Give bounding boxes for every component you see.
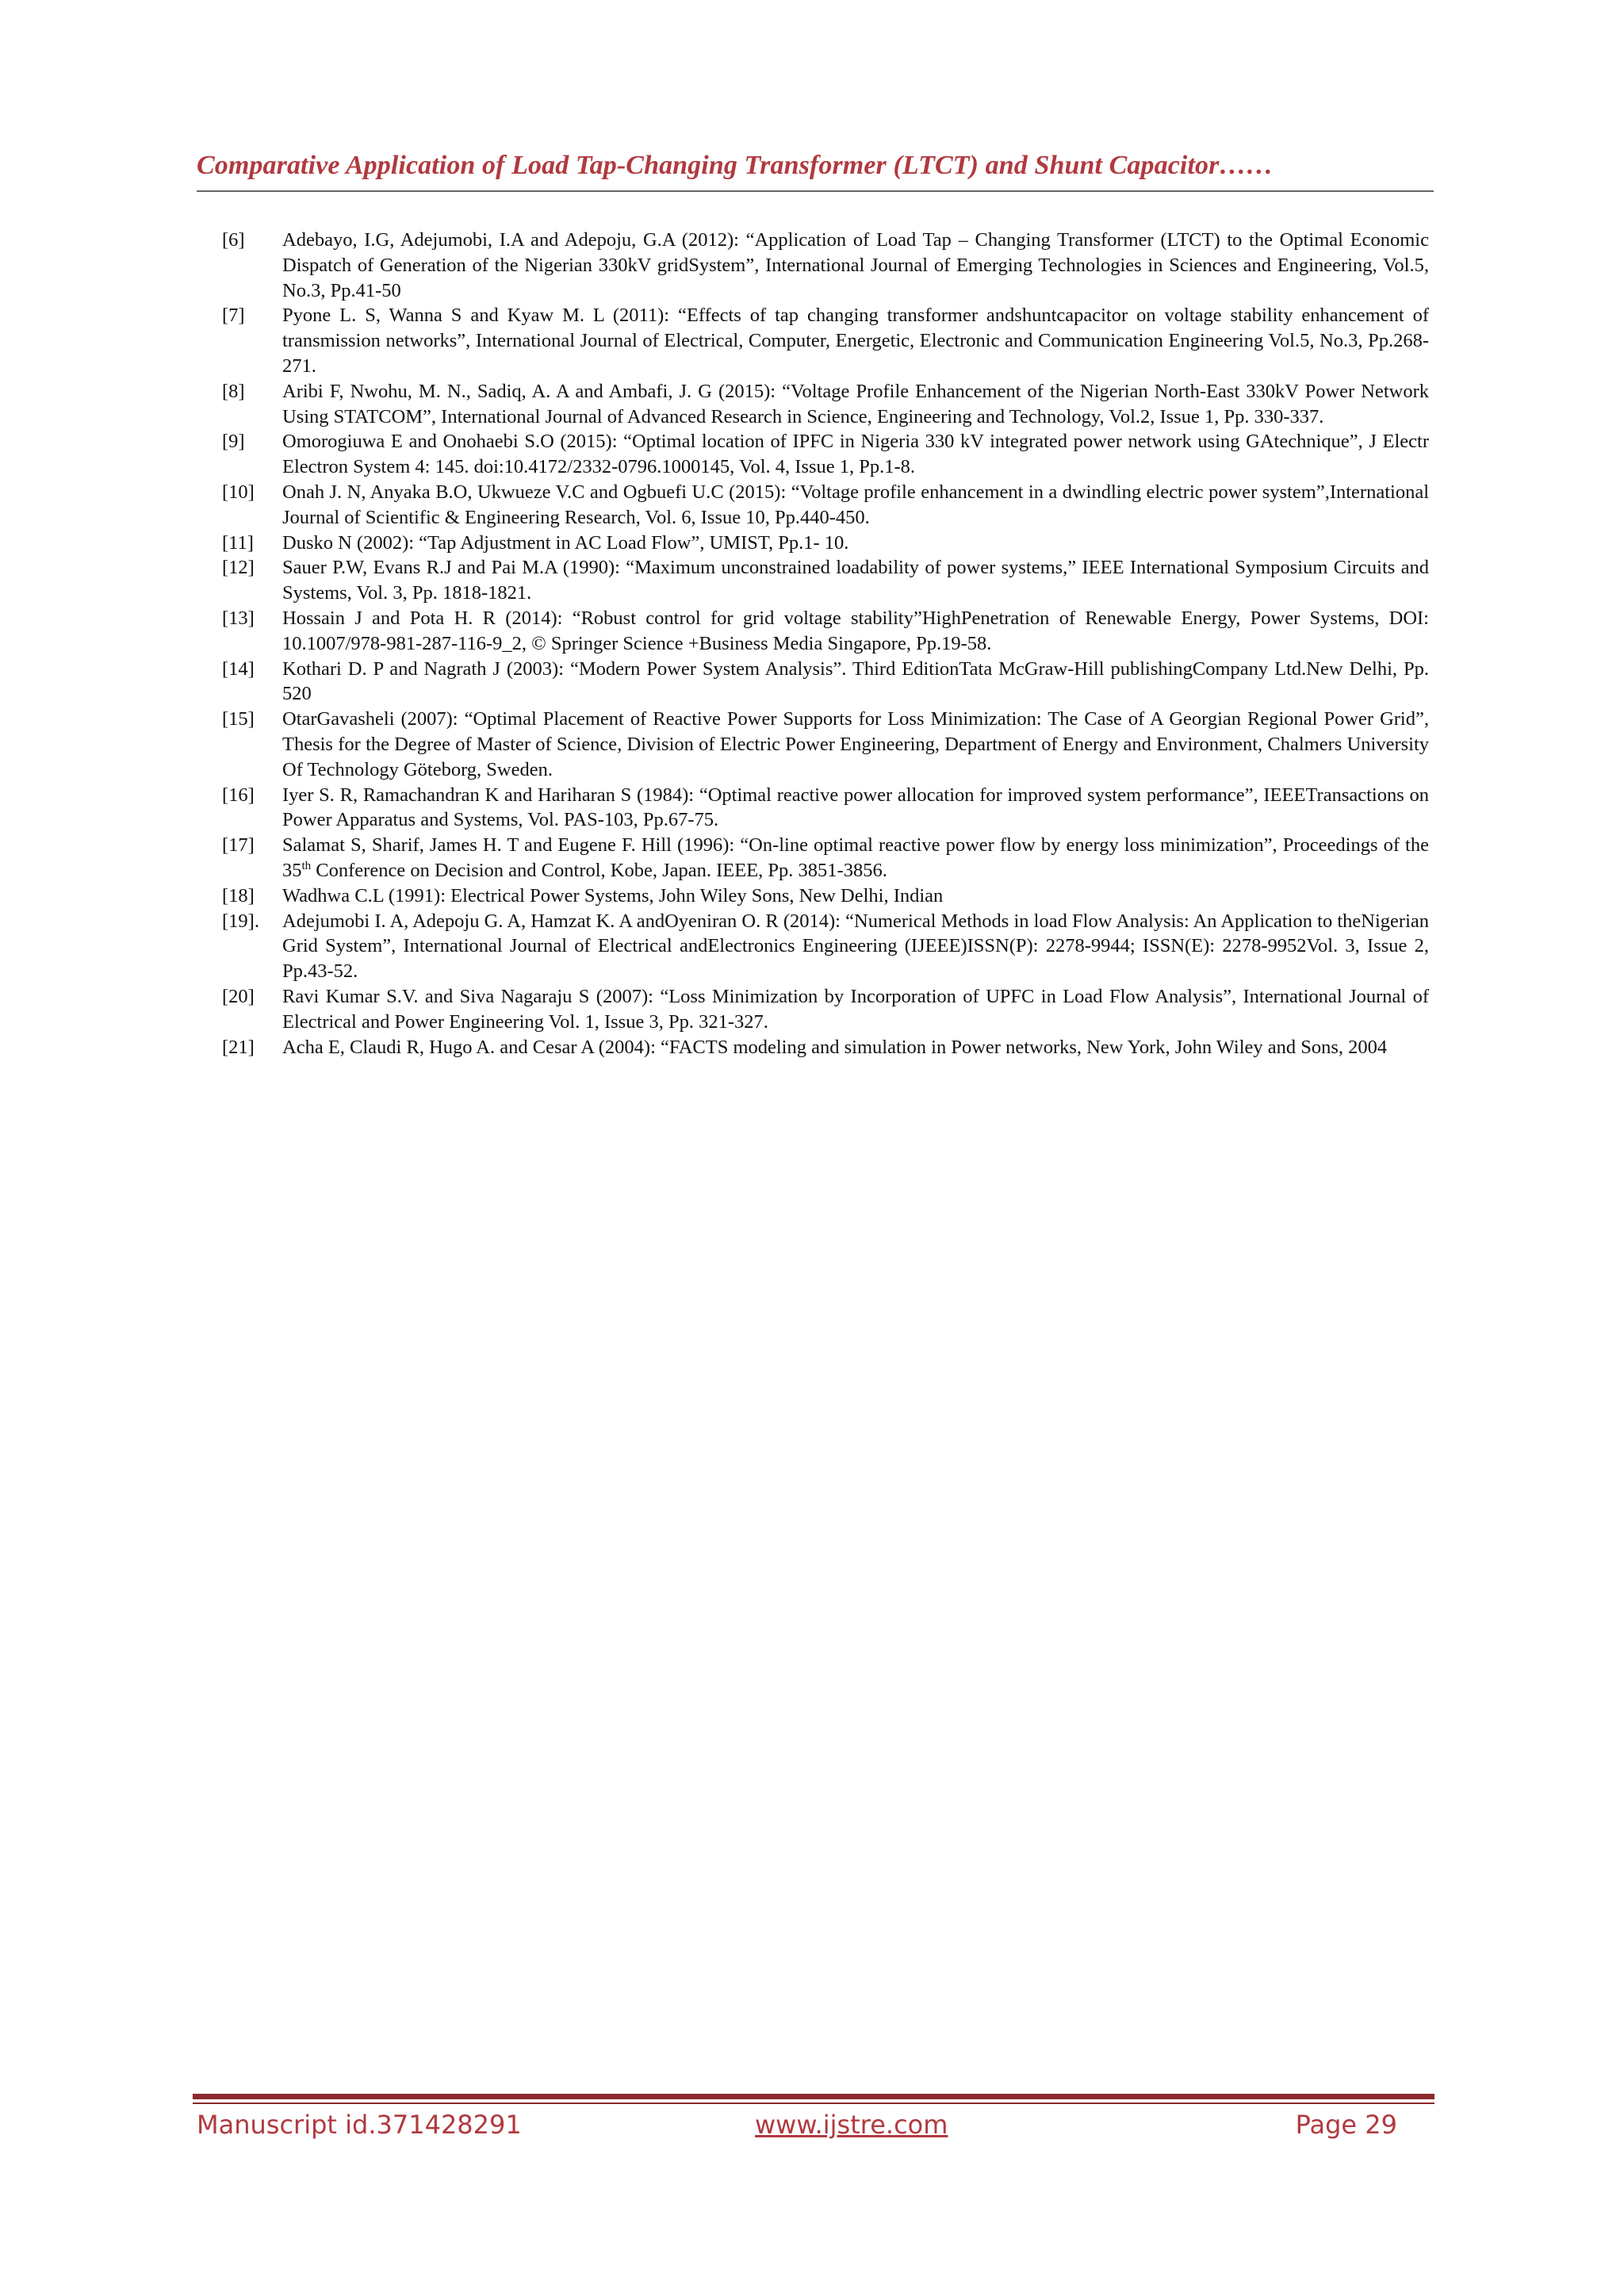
reference-number: [9] — [222, 431, 245, 453]
manuscript-id: Manuscript id.371428291 — [197, 2110, 522, 2140]
reference-item — [222, 480, 1429, 531]
reference-item — [222, 606, 1429, 657]
reference-number: [16] — [222, 784, 255, 806]
reference-text: Adejumobi I. A, Adepoju G. A, Hamzat K. A andOyeniran O. R (2014): “Numerical Methods in load Flow Analysis: An Application to theNigerian Grid System”, International Journal of Electrical andElectronics Engineering (IJEEE)ISSN(P): 2278-9944; ISSN(E): 2278-9952Vol. 3, Issue 2, Pp.43-52. — [282, 910, 1429, 983]
reference-text-part: Salamat S, Sharif, James H. T and Eugene F. Hill (1996): “On-line optimal reactive power flow by energy loss minimization”, Proceedings of the 35 — [282, 834, 1429, 881]
reference-number: [13] — [222, 607, 255, 629]
journal-website-link[interactable]: www.ijstre.com — [755, 2110, 948, 2140]
reference-text: Onah J. N, Anyaka B.O, Ukwueze V.C and Ogbuefi U.C (2015): “Voltage profile enhancement in a dwindling electric power system”,International Journal of Scientific & Engineering Research, Vol. 6, Issue 10, Pp.440-450. — [282, 481, 1429, 528]
reference-item — [222, 228, 1429, 303]
reference-text: Adebayo, I.G, Adejumobi, I.A and Adepoju, G.A (2012): “Application of Load Tap – Changing Transformer (LTCT) to the Optimal Economic Dispatch of Generation of the Nigerian 330kV gridSystem”, International Journal of Emerging Technologies in Sciences and Engineering, Vol.5, No.3, Pp.41-50 — [282, 229, 1429, 301]
reference-text: Omorogiuwa E and Onohaebi S.O (2015): “Optimal location of IPFC in Nigeria 330 kV integrated power network using GAtechnique”, J Electr Electron System 4: 145. doi:10.4172/2332-0796.1000145, Vol. 4, Issue 1, Pp.1-8. — [282, 431, 1429, 478]
reference-number: [6] — [222, 229, 245, 251]
reference-number: [18] — [222, 884, 255, 907]
reference-item — [222, 783, 1429, 834]
reference-item — [222, 909, 1429, 984]
reference-item — [222, 429, 1429, 480]
reference-number: [7] — [222, 305, 245, 327]
reference-item — [222, 531, 1429, 556]
reference-number: [15] — [222, 708, 255, 730]
superscript: th — [301, 859, 312, 872]
reference-text: Wadhwa C.L (1991): Electrical Power Systems, John Wiley Sons, New Delhi, Indian — [282, 884, 944, 907]
footer-divider-thick — [193, 2094, 1434, 2099]
reference-number: [12] — [222, 557, 255, 579]
reference-text: Ravi Kumar S.V. and Siva Nagaraju S (2007): “Loss Minimization by Incorporation of UPFC in Load Flow Analysis”, International Journal of Electrical and Power Engineering Vol. 1, Issue 3, Pp. 321-327. — [282, 985, 1429, 1033]
page-footer — [197, 2110, 1431, 2145]
reference-item — [222, 657, 1429, 707]
reference-text: Sauer P.W, Evans R.J and Pai M.A (1990): “Maximum unconstrained loadability of power systems,” IEEE International Symposium Circuits and Systems, Vol. 3, Pp. 1818-1821. — [282, 557, 1429, 604]
reference-text: Kothari D. P and Nagrath J (2003): “Modern Power System Analysis”. Third EditionTata McGraw-Hill publishingCompany Ltd.New Delhi, Pp. 520 — [282, 657, 1429, 705]
reference-text: Acha E, Claudi R, Hugo A. and Cesar A (2004): “FACTS modeling and simulation in Power networks, New York, John Wiley and Sons, 2004 — [282, 1036, 1388, 1058]
reference-item — [222, 707, 1429, 782]
reference-number: [20] — [222, 985, 255, 1007]
footer-divider-thin — [193, 2102, 1434, 2104]
reference-text: Pyone L. S, Wanna S and Kyaw M. L (2011): “Effects of tap changing transformer andshuntcapacitor on voltage stability enhancement of transmission networks”, International Journal of Electrical, Computer, Energetic, Electronic and Communication Engineering Vol.5, No.3, Pp.268-271. — [282, 305, 1429, 377]
reference-number: [8] — [222, 380, 245, 402]
reference-number: [11] — [222, 531, 254, 554]
reference-text: Iyer S. R, Ramachandran K and Hariharan S (1984): “Optimal reactive power allocation for improved system performance”, IEEETransactions on Power Apparatus and Systems, Vol. PAS-103, Pp.67-75. — [282, 784, 1429, 831]
reference-number: [19]. — [222, 910, 259, 932]
header-divider — [197, 190, 1434, 192]
reference-text: Hossain J and Pota H. R (2014): “Robust control for grid voltage stability”HighPenetration of Renewable Energy, Power Systems, DOI: 10.1007/978-981-287-116-9_2, © Springer Science +Business Media Singapore, Pp.19-58. — [282, 607, 1429, 654]
reference-text: Aribi F, Nwohu, M. N., Sadiq, A. A and Ambafi, J. G (2015): “Voltage Profile Enhancement of the Nigerian North-East 330kV Power Network Using STATCOM”, International Journal of Advanced Research in Science, Engineering and Technology, Vol.2, Issue 1, Pp. 330-337. — [282, 380, 1429, 427]
reference-list — [222, 228, 1429, 1060]
reference-number: [17] — [222, 834, 255, 857]
reference-item — [222, 833, 1429, 884]
reference-text-part: Conference on Decision and Control, Kobe, Japan. IEEE, Pp. 3851-3856. — [311, 859, 887, 881]
reference-item — [222, 984, 1429, 1035]
reference-item — [222, 884, 1429, 909]
page-number: Page 29 — [1295, 2110, 1397, 2140]
reference-number: [14] — [222, 657, 255, 680]
reference-number: [10] — [222, 481, 255, 503]
reference-item — [222, 379, 1429, 430]
reference-item — [222, 1035, 1429, 1060]
reference-text: OtarGavasheli (2007): “Optimal Placement of Reactive Power Supports for Loss Minimization: The Case of A Georgian Regional Power Grid”, Thesis for the Degree of Master of Science, Division of Electric Power Engineering, Department of Energy and Environment, Chalmers University Of Technology Göteborg, Sweden. — [282, 708, 1429, 780]
reference-item — [222, 555, 1429, 606]
reference-text — [282, 833, 1429, 884]
reference-number: [21] — [222, 1036, 255, 1058]
running-header-title: Comparative Application of Load Tap-Changing Transformer (LTCT) and Shunt Capacitor…… — [197, 151, 1274, 180]
reference-text: Dusko N (2002): “Tap Adjustment in AC Load Flow”, UMIST, Pp.1- 10. — [282, 531, 849, 554]
reference-item — [222, 303, 1429, 378]
